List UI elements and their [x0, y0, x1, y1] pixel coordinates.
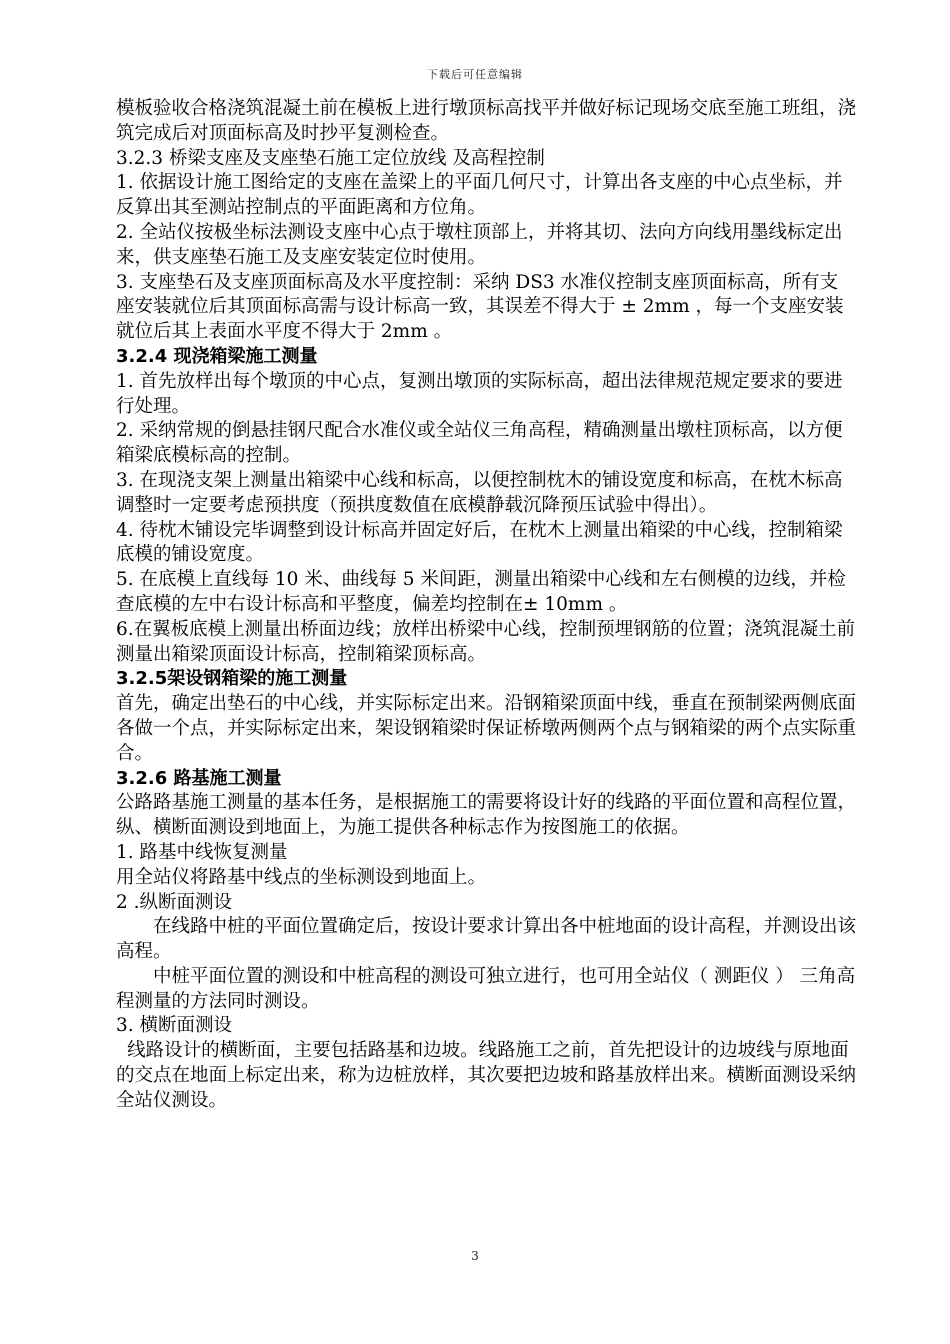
paragraph: 5. 在底模上直线每 10 米、曲线每 5 米间距，测量出箱梁中心线和左右侧模的边线，并检查底模的左中右设计标高和平整度，偏差均控制在± 10mm 。: [116, 569, 846, 615]
paragraph: 1. 依据设计施工图给定的支座在盖梁上的平面几何尺寸，计算出各支座的中心点坐标，并反算出其至测站控制点的平面距离和方位角。: [116, 172, 843, 219]
paragraph: 中桩平面位置的测设和中桩高程的测设可独立进行，也可用全站仪（ 测距仪 ） 三角高程测量的方法同时测设。: [116, 965, 856, 1012]
paragraph: 3.2.3 桥梁支座及支座垫石施工定位放线 及高程控制: [116, 147, 545, 169]
page-header: 下载后可任意编辑: [427, 68, 523, 81]
paragraph: 3. 横断面测设: [116, 1015, 233, 1037]
paragraph: 在线路中桩的平面位置确定后，按设计要求计算出各中桩地面的设计高程，并测设出该高程。: [116, 916, 857, 963]
section-heading: 3.2.6 路基施工测量: [116, 767, 282, 789]
paragraph: 6.在翼板底模上测量出桥面边线；放样出桥梁中心线，控制预埋钢筋的位置；浇筑混凝土前测量出箱梁顶面设计标高，控制箱梁顶标高。: [116, 618, 856, 665]
paragraph: 2. 采纳常规的倒悬挂钢尺配合水准仪或全站仪三角高程，精确测量出墩柱顶标高，以方便箱梁底模标高的控制。: [116, 420, 843, 467]
paragraph: 1. 路基中线恢复测量: [116, 841, 288, 863]
paragraph: 线路设计的横断面，主要包括路基和边坡。线路施工之前，首先把设计的边坡线与原地面的交点在地面上标定出来，称为边桩放样，其次要把边坡和路基放样出来。横断面测设采纳全站仪测设。: [116, 1040, 857, 1111]
paragraph: 模板验收合格浇筑混凝土前在模板上进行墩顶标高找平并做好标记现场交底至施工班组，浇筑完成后对顶面标高及时抄平复测检查。: [116, 98, 857, 144]
paragraph: 4. 待枕木铺设完毕调整到设计标高并固定好后，在枕木上测量出箱梁的中心线，控制箱梁底模的铺设宽度。: [116, 519, 843, 566]
paragraph: 1. 首先放样出每个墩顶的中心点，复测出墩顶的实际标高，超出法律规范规定要求的要进行处理。: [116, 370, 843, 417]
paragraph: 用全站仪将路基中线点的坐标测设到地面上。: [116, 866, 487, 888]
paragraph: 首先，确定出垫石的中心线，并实际标定出来。沿钢箱梁顶面中线，垂直在预制梁两侧底面各做一个点，并实际标定出来，架设钢箱梁时保证桥墩两侧两个点与钢箱梁的两个点实际重合。: [116, 693, 857, 764]
paragraph: 3. 支座垫石及支座顶面标高及水平度控制：采纳 DS3 水准仪控制支座顶面标高，所有支座安装就位后其顶面标高需与设计标高一致，其误差不得大于 ± 2mm ，每一个支座安装就位后其上表面水平度不得大于 2mm 。: [116, 271, 844, 343]
paragraph: 2. 全站仪按极坐标法测设支座中心点于墩柱顶部上，并将其切、法向方向线用墨线标定出来，供支座垫石施工及支座安装定位时使用。: [116, 221, 843, 268]
paragraph: 3. 在现浇支架上测量出箱梁中心线和标高，以便控制枕木的铺设宽度和标高，在枕木标高调整时一定要考虑预拱度（预拱度数值在底模静载沉降预压试验中得出）。: [116, 469, 843, 516]
section-heading: 3.2.5架设钢箱梁的施工测量: [116, 668, 348, 690]
document-body: [116, 97, 856, 1114]
paragraph: 公路路基施工测量的基本任务，是根据施工的需要将设计好的线路的平面位置和高程位置，纵、横断面测设到地面上，为施工提供各种标志作为按图施工的依据。: [116, 792, 857, 839]
page-number: 3: [471, 1249, 479, 1263]
section-heading: 3.2.4 现浇箱梁施工测量: [116, 345, 318, 367]
paragraph: 2 .纵断面测设: [116, 891, 233, 913]
